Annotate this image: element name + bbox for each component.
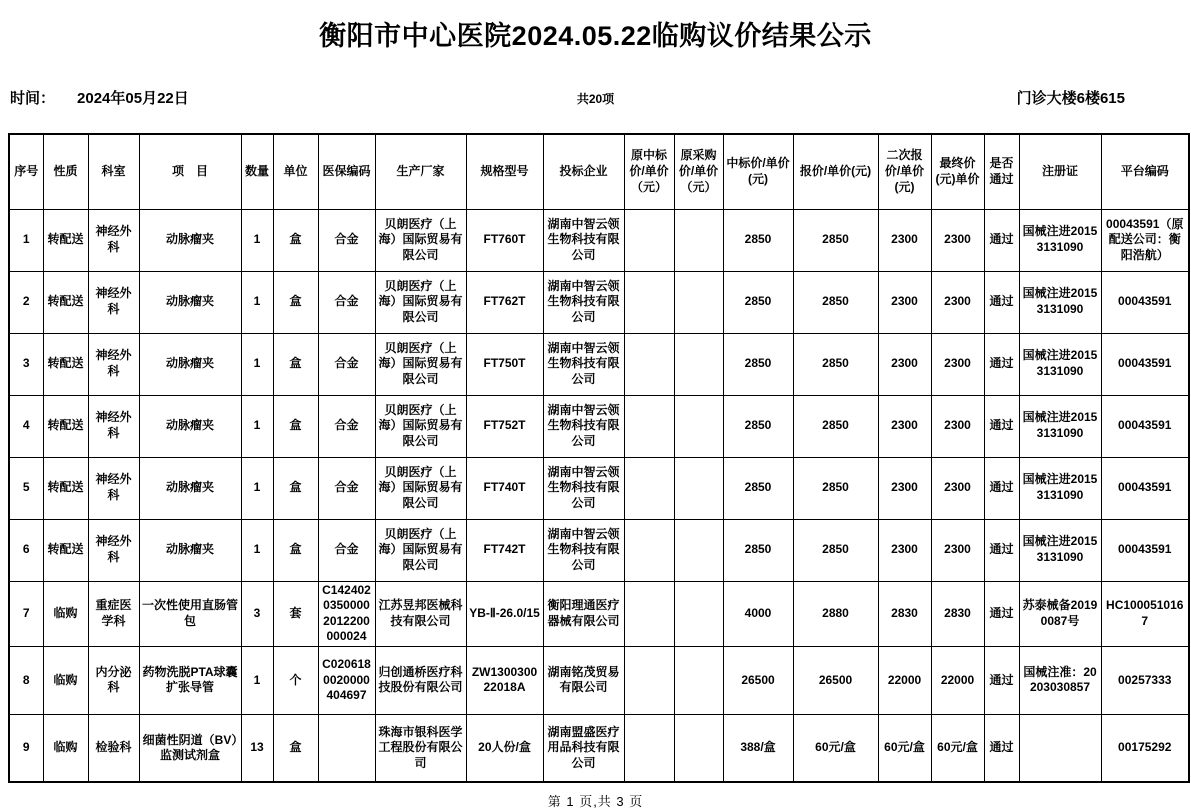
table-row — [9, 209, 1189, 271]
cell: 转配送 — [43, 209, 88, 271]
cell: 388/盒 — [723, 714, 793, 782]
cell: 2830 — [931, 581, 984, 646]
cell: FT750T — [466, 333, 543, 395]
cell: 2850 — [723, 395, 793, 457]
cell: 2880 — [793, 581, 878, 646]
cell: 2300 — [931, 519, 984, 581]
cell: 湖南中智云领生物科技有限公司 — [543, 209, 624, 271]
cell: 一次性使用直肠管包 — [139, 581, 241, 646]
cell: 转配送 — [43, 333, 88, 395]
cell: 通过 — [984, 646, 1019, 714]
cell: 22000 — [931, 646, 984, 714]
cell — [674, 333, 723, 395]
column-header: 项 目 — [139, 134, 241, 209]
cell: 药物洗脱PTA球囊扩张导管 — [139, 646, 241, 714]
cell: 湖南中智云领生物科技有限公司 — [543, 333, 624, 395]
cell: 苏泰械备20190087号 — [1019, 581, 1101, 646]
cell: 4 — [9, 395, 43, 457]
cell: FT752T — [466, 395, 543, 457]
cell: 盒 — [273, 395, 318, 457]
cell: 60元/盒 — [878, 714, 931, 782]
cell: 通过 — [984, 395, 1019, 457]
cell: 2300 — [878, 333, 931, 395]
cell: FT760T — [466, 209, 543, 271]
column-header: 投标企业 — [543, 134, 624, 209]
cell — [674, 714, 723, 782]
cell: 归创通桥医疗科技股份有限公司 — [375, 646, 466, 714]
cell: 合金 — [318, 209, 375, 271]
cell: HC1000510167 — [1101, 581, 1189, 646]
table-row — [9, 271, 1189, 333]
cell: 22000 — [878, 646, 931, 714]
cell: 1 — [241, 395, 273, 457]
column-header: 单位 — [273, 134, 318, 209]
cell: 4000 — [723, 581, 793, 646]
cell: 2850 — [793, 519, 878, 581]
cell: 1 — [241, 271, 273, 333]
cell: 贝朗医疗（上海）国际贸易有限公司 — [375, 395, 466, 457]
cell: 湖南中智云领生物科技有限公司 — [543, 519, 624, 581]
cell: 动脉瘤夹 — [139, 395, 241, 457]
table-row — [9, 581, 1189, 646]
column-header: 报价/单价(元) — [793, 134, 878, 209]
cell: 珠海市银科医学工程股份有限公司 — [375, 714, 466, 782]
cell: 检验科 — [88, 714, 139, 782]
cell: 2300 — [878, 395, 931, 457]
cell: 2300 — [878, 519, 931, 581]
cell: FT740T — [466, 457, 543, 519]
cell — [624, 646, 674, 714]
cell: 通过 — [984, 519, 1019, 581]
cell: 2300 — [878, 457, 931, 519]
cell: 2300 — [878, 271, 931, 333]
cell — [674, 581, 723, 646]
cell: 内分泌科 — [88, 646, 139, 714]
cell — [318, 714, 375, 782]
cell: 2850 — [793, 209, 878, 271]
table-row — [9, 714, 1189, 782]
cell: 神经外科 — [88, 395, 139, 457]
column-header: 中标价/单价(元) — [723, 134, 793, 209]
cell: 临购 — [43, 646, 88, 714]
cell: 贝朗医疗（上海）国际贸易有限公司 — [375, 457, 466, 519]
cell: 3 — [241, 581, 273, 646]
column-header: 平台编码 — [1101, 134, 1189, 209]
cell: 国械注进20153131090 — [1019, 271, 1101, 333]
cell: 2300 — [931, 395, 984, 457]
cell: 转配送 — [43, 395, 88, 457]
cell: 动脉瘤夹 — [139, 519, 241, 581]
cell — [674, 457, 723, 519]
cell: 2850 — [723, 457, 793, 519]
cell — [624, 395, 674, 457]
cell: 湖南铭茂贸易有限公司 — [543, 646, 624, 714]
cell: 动脉瘤夹 — [139, 271, 241, 333]
cell: 通过 — [984, 714, 1019, 782]
results-table — [8, 133, 1190, 783]
cell: 国械注进20153131090 — [1019, 395, 1101, 457]
cell: 国械注进20153131090 — [1019, 333, 1101, 395]
column-header: 最终价(元)单价 — [931, 134, 984, 209]
column-header: 原中标价/单价（元） — [624, 134, 674, 209]
cell: 00043591 — [1101, 271, 1189, 333]
cell: 1 — [241, 457, 273, 519]
cell: 1 — [9, 209, 43, 271]
cell: 合金 — [318, 333, 375, 395]
cell — [674, 395, 723, 457]
cell: 神经外科 — [88, 519, 139, 581]
cell: 3 — [9, 333, 43, 395]
cell: 60元/盒 — [931, 714, 984, 782]
cell: 00043591 — [1101, 333, 1189, 395]
cell: 00043591 — [1101, 457, 1189, 519]
cell: 60元/盒 — [793, 714, 878, 782]
table-head-row — [9, 134, 1189, 209]
cell — [624, 519, 674, 581]
cell: 转配送 — [43, 519, 88, 581]
cell: 合金 — [318, 457, 375, 519]
cell: 7 — [9, 581, 43, 646]
cell: 通过 — [984, 209, 1019, 271]
cell: 20人份/盒 — [466, 714, 543, 782]
cell: 5 — [9, 457, 43, 519]
cell: 9 — [9, 714, 43, 782]
cell — [624, 457, 674, 519]
cell: FT742T — [466, 519, 543, 581]
cell: 国械注准：20203030857 — [1019, 646, 1101, 714]
cell: 2850 — [723, 209, 793, 271]
cell: 盒 — [273, 209, 318, 271]
cell: 盒 — [273, 271, 318, 333]
cell: 00043591 — [1101, 395, 1189, 457]
cell: 2850 — [723, 519, 793, 581]
cell: 2830 — [878, 581, 931, 646]
column-header: 是否通过 — [984, 134, 1019, 209]
cell: 临购 — [43, 714, 88, 782]
column-header: 注册证 — [1019, 134, 1101, 209]
cell: 盒 — [273, 333, 318, 395]
table-row — [9, 519, 1189, 581]
cell: 2850 — [793, 457, 878, 519]
cell: 1 — [241, 209, 273, 271]
info-bar — [0, 87, 1191, 109]
cell: 通过 — [984, 581, 1019, 646]
cell: 13 — [241, 714, 273, 782]
table-row — [9, 333, 1189, 395]
cell: 盒 — [273, 457, 318, 519]
cell — [624, 333, 674, 395]
page-title: 衡阳市中心医院2024.05.22临购议价结果公示 — [319, 21, 872, 51]
time-value: 2024年05月22日 — [77, 90, 189, 107]
cell — [674, 271, 723, 333]
cell: 神经外科 — [88, 457, 139, 519]
total-items: 共20项 — [576, 92, 615, 106]
cell: 1 — [241, 519, 273, 581]
column-header: 规格型号 — [466, 134, 543, 209]
cell: 贝朗医疗（上海）国际贸易有限公司 — [375, 271, 466, 333]
cell: 转配送 — [43, 271, 88, 333]
cell: 衡阳理通医疗器械有限公司 — [543, 581, 624, 646]
cell: 2850 — [793, 333, 878, 395]
cell — [624, 714, 674, 782]
cell: 26500 — [723, 646, 793, 714]
cell: 2850 — [793, 271, 878, 333]
cell: 神经外科 — [88, 209, 139, 271]
cell: FT762T — [466, 271, 543, 333]
cell — [674, 209, 723, 271]
cell: 通过 — [984, 271, 1019, 333]
cell: 国械注进20153131090 — [1019, 519, 1101, 581]
cell: 2300 — [931, 457, 984, 519]
cell: 00043591（原配送公司：衡阳浩航） — [1101, 209, 1189, 271]
cell: 个 — [273, 646, 318, 714]
cell — [624, 209, 674, 271]
cell: 江苏昱邦医械科技有限公司 — [375, 581, 466, 646]
cell: 2300 — [931, 333, 984, 395]
cell — [674, 646, 723, 714]
cell: 通过 — [984, 457, 1019, 519]
cell: 合金 — [318, 271, 375, 333]
cell: 国械注进20153131090 — [1019, 209, 1101, 271]
cell: 00257333 — [1101, 646, 1189, 714]
cell: 贝朗医疗（上海）国际贸易有限公司 — [375, 209, 466, 271]
column-header: 医保编码 — [318, 134, 375, 209]
cell: 2300 — [878, 209, 931, 271]
column-header: 科室 — [88, 134, 139, 209]
cell: 贝朗医疗（上海）国际贸易有限公司 — [375, 333, 466, 395]
table-row — [9, 646, 1189, 714]
cell: 00175292 — [1101, 714, 1189, 782]
cell: 套 — [273, 581, 318, 646]
column-header: 序号 — [9, 134, 43, 209]
cell: 8 — [9, 646, 43, 714]
cell: 湖南中智云领生物科技有限公司 — [543, 457, 624, 519]
column-header: 原采购价/单价（元） — [674, 134, 723, 209]
cell: YB-Ⅱ-26.0/15 — [466, 581, 543, 646]
cell: 盒 — [273, 714, 318, 782]
cell: 00043591 — [1101, 519, 1189, 581]
cell: 湖南中智云领生物科技有限公司 — [543, 271, 624, 333]
cell: 动脉瘤夹 — [139, 457, 241, 519]
cell: 细菌性阴道（BV）监测试剂盒 — [139, 714, 241, 782]
cell: 临购 — [43, 581, 88, 646]
cell — [624, 581, 674, 646]
cell: 26500 — [793, 646, 878, 714]
cell: 贝朗医疗（上海）国际贸易有限公司 — [375, 519, 466, 581]
cell: 湖南中智云领生物科技有限公司 — [543, 395, 624, 457]
cell: 2850 — [793, 395, 878, 457]
column-header: 二次报价/单价(元) — [878, 134, 931, 209]
cell: 动脉瘤夹 — [139, 333, 241, 395]
column-header: 生产厂家 — [375, 134, 466, 209]
cell: 神经外科 — [88, 271, 139, 333]
table-head — [9, 134, 1189, 209]
cell — [674, 519, 723, 581]
cell: 2 — [9, 271, 43, 333]
cell — [1019, 714, 1101, 782]
cell: 2300 — [931, 271, 984, 333]
cell: 1 — [241, 333, 273, 395]
cell: 转配送 — [43, 457, 88, 519]
cell: ZW130030022018A — [466, 646, 543, 714]
cell: 2850 — [723, 271, 793, 333]
cell: 神经外科 — [88, 333, 139, 395]
table-row — [9, 457, 1189, 519]
table-row — [9, 395, 1189, 457]
cell: 湖南盟盛医疗用品科技有限公司 — [543, 714, 624, 782]
cell: 1 — [241, 646, 273, 714]
location: 门诊大楼6楼615 — [1016, 90, 1125, 107]
cell: 2300 — [931, 209, 984, 271]
cell: 国械注进20153131090 — [1019, 457, 1101, 519]
page-number: 第 1 页,共 3 页 — [547, 794, 644, 810]
cell: 重症医学科 — [88, 581, 139, 646]
column-header: 数量 — [241, 134, 273, 209]
column-header: 性质 — [43, 134, 88, 209]
cell: 动脉瘤夹 — [139, 209, 241, 271]
cell: C14240203500002012200000024 — [318, 581, 375, 646]
cell: 通过 — [984, 333, 1019, 395]
time-label: 时间： — [10, 90, 56, 107]
cell — [624, 271, 674, 333]
cell: 2850 — [723, 333, 793, 395]
cell: 盒 — [273, 519, 318, 581]
cell: C0206180020000404697 — [318, 646, 375, 714]
cell: 合金 — [318, 395, 375, 457]
table-body — [9, 209, 1189, 782]
cell: 6 — [9, 519, 43, 581]
cell: 合金 — [318, 519, 375, 581]
